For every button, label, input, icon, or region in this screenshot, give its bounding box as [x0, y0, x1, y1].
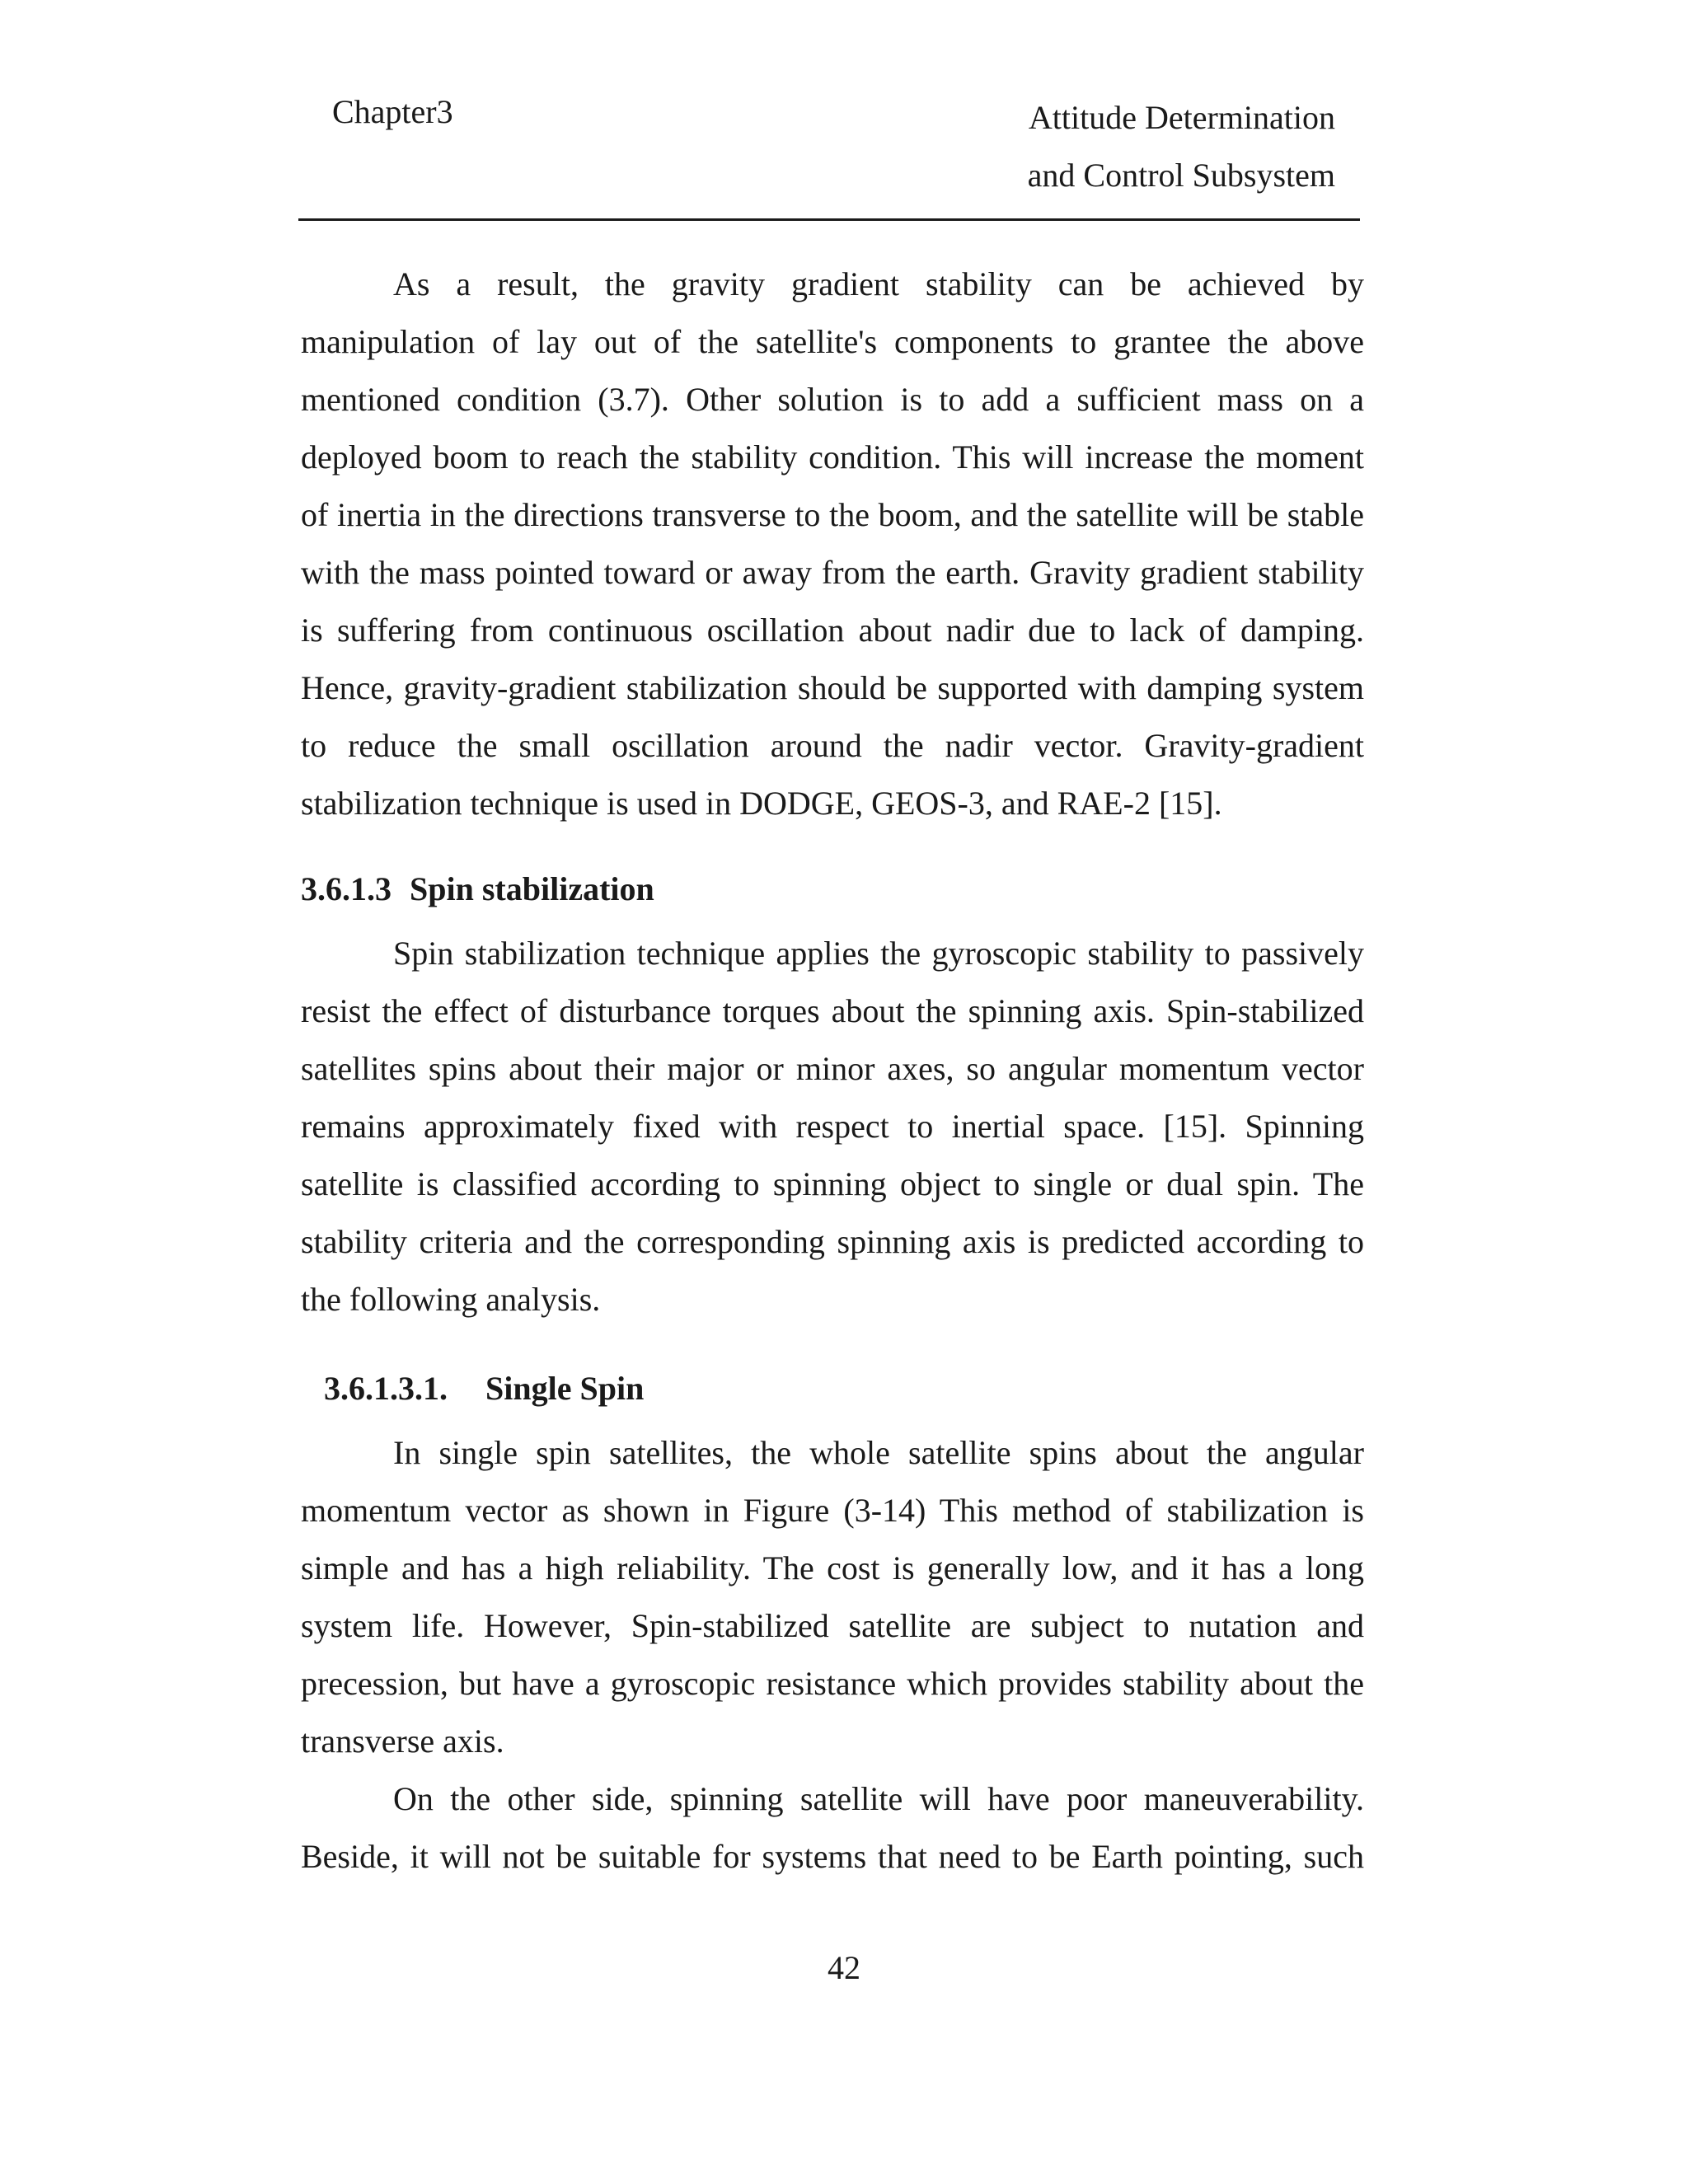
- paragraph-maneuverability: On the other side, spinning satellite will have poor maneuverability. Beside, it will not be suitable for systems that need to be Earth pointing, such: [301, 1780, 1364, 1875]
- header-divider: [298, 218, 1360, 221]
- page-body: [301, 255, 1364, 1886]
- paragraph-spin-stabilization: Spin stabilization technique applies the gyroscopic stability to passively resist the effect of disturbance torques about the spinning axis. Spin-stabilized satellites spins about their major or minor axes, so angular momentum vector remains approximately fixed with respect to inertial space. [15]. Spinning satellite is classified according to spinning object to single or dual spin. The stability criteria and the corresponding spinning axis is predicted according to the following analysis.: [301, 935, 1364, 1318]
- page-number: 42: [828, 1949, 860, 1986]
- running-header-chapter: Chapter3: [332, 93, 453, 130]
- subsection-heading: [301, 1360, 1364, 1418]
- section-title: Spin stabilization: [410, 870, 654, 907]
- subsection-title: Single Spin: [485, 1370, 645, 1407]
- running-header-title-line2: and Control Subsystem: [1027, 157, 1335, 194]
- running-header-title-line1: Attitude Determination: [1028, 99, 1335, 136]
- paragraph-gravity-gradient: As a result, the gravity gradient stability can be achieved by manipulation of lay out of the satellite's components to grantee the above mentioned condition (3.7). Other solution is to add a sufficient mass on a deployed boom to reach the stability condition. This will increase the moment of inertia in the directions transverse to the boom, and the satellite will be stable with the mass pointed toward or away from the earth. Gravity gradient stability is suffering from continuous oscillation about nadir due to lack of damping. Hence, gravity-gradient stabilization should be supported with damping system to reduce the small oscillation around the nadir vector. Gravity-gradient stabilization technique is used in DODGE, GEOS-3, and RAE-2 [15].: [301, 265, 1364, 822]
- paragraph-single-spin: In single spin satellites, the whole satellite spins about the angular momentum vector as shown in Figure (3-14) This method of stabilization is simple and has a high reliability. The cost is generally low, and it has a long system life. However, Spin-stabilized satellite are subject to nutation and precession, but have a gyroscopic resistance which provides stability about the transverse axis.: [301, 1434, 1364, 1760]
- section-heading: [301, 860, 1364, 918]
- running-header-title: [989, 89, 1335, 204]
- section-number: 3.6.1.3: [301, 870, 392, 907]
- subsection-number: 3.6.1.3.1.: [324, 1370, 448, 1407]
